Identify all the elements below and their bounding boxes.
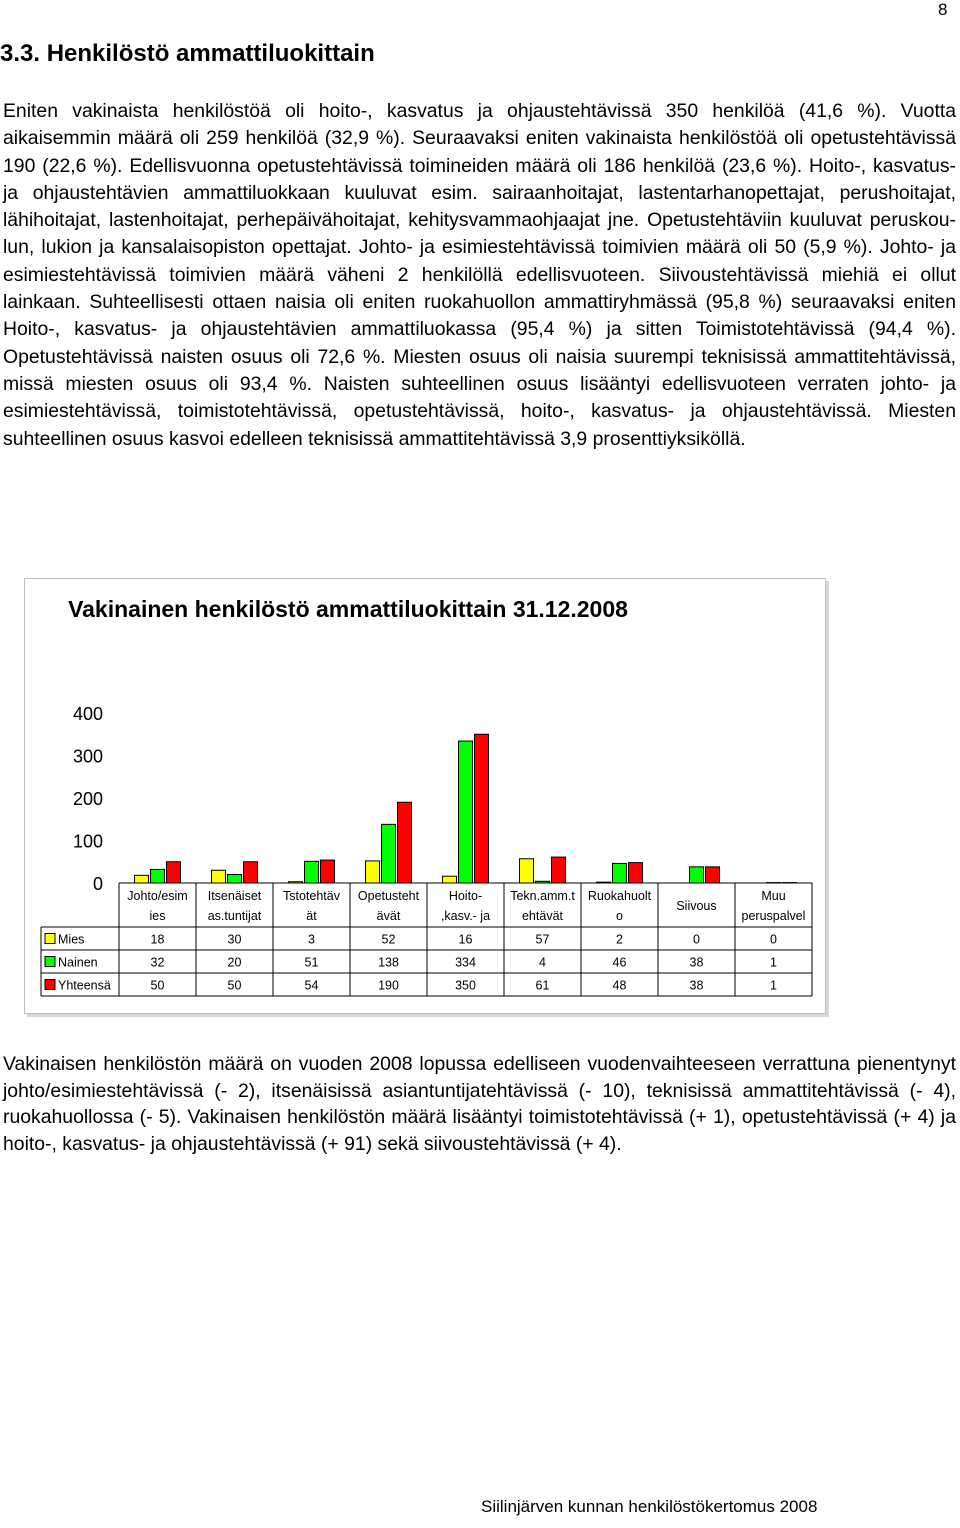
bar bbox=[382, 824, 396, 883]
category-label: Muu bbox=[761, 889, 786, 903]
data-table-value: 57 bbox=[535, 932, 550, 947]
data-table-value: 38 bbox=[689, 978, 704, 993]
chart-title: Vakinainen henkilöstö ammattiluokittain 31.12.2008 bbox=[68, 596, 628, 622]
data-table-value: 190 bbox=[378, 978, 399, 993]
legend-key bbox=[45, 934, 55, 944]
data-table-value: 1 bbox=[770, 955, 777, 970]
data-table-value: 38 bbox=[689, 955, 704, 970]
bar bbox=[459, 741, 473, 883]
category-label: ,kasv.- ja bbox=[440, 909, 491, 923]
data-table-value: 54 bbox=[304, 978, 319, 993]
category-label: ies bbox=[149, 909, 166, 923]
data-table-value: 30 bbox=[227, 932, 242, 947]
category-label: Johto/esim bbox=[127, 889, 188, 903]
section-title: 3.3. Henkilöstö ammattiluokittain bbox=[0, 40, 375, 67]
bar bbox=[212, 870, 226, 883]
data-table-value: 48 bbox=[612, 978, 627, 993]
data-table-value: 16 bbox=[458, 932, 473, 947]
y-tick-label: 300 bbox=[72, 746, 103, 767]
bar bbox=[706, 867, 720, 883]
data-table-value: 32 bbox=[150, 955, 165, 970]
bar bbox=[151, 869, 165, 883]
bar bbox=[520, 859, 534, 883]
data-table-value: 334 bbox=[455, 955, 476, 970]
bar bbox=[135, 875, 149, 883]
bar bbox=[475, 734, 489, 883]
category-label: Tekn.amm.t bbox=[510, 889, 575, 903]
data-table-value: 0 bbox=[693, 932, 700, 947]
data-table-value: 1 bbox=[770, 978, 777, 993]
data-table-value: 20 bbox=[227, 955, 242, 970]
bar bbox=[629, 863, 643, 883]
bar bbox=[398, 802, 412, 883]
data-table-value: 50 bbox=[227, 978, 242, 993]
category-label: ävät bbox=[376, 909, 401, 923]
data-table-value: 50 bbox=[150, 978, 165, 993]
bar bbox=[167, 862, 181, 883]
category-label: Siivous bbox=[676, 899, 717, 913]
page-number: 8 bbox=[938, 0, 948, 19]
data-table-value: 138 bbox=[378, 955, 399, 970]
bar bbox=[228, 875, 242, 884]
data-table-value: 52 bbox=[381, 932, 396, 947]
data-table-value: 61 bbox=[535, 978, 550, 993]
series-label: Yhteensä bbox=[58, 978, 111, 993]
data-table-value: 3 bbox=[308, 932, 315, 947]
category-label: as.tuntijat bbox=[207, 909, 262, 923]
bar bbox=[366, 861, 380, 883]
footer: Siilinjärven kunnan henkilöstökertomus 2008 bbox=[481, 1497, 818, 1516]
data-table-value: 18 bbox=[150, 932, 165, 947]
category-label: Ruokahuolt bbox=[587, 889, 652, 903]
category-label: Opetusteht bbox=[357, 889, 420, 903]
data-table-value: 2 bbox=[616, 932, 623, 947]
category-label: Itsenäiset bbox=[207, 889, 262, 903]
bar bbox=[690, 867, 704, 883]
y-tick-label: 400 bbox=[72, 704, 103, 724]
bar-chart bbox=[25, 579, 825, 1013]
bar bbox=[613, 863, 627, 883]
bar bbox=[443, 876, 457, 883]
legend-key bbox=[45, 957, 55, 967]
category-label: Tstotehtäv bbox=[283, 889, 340, 903]
series-label: Nainen bbox=[58, 955, 98, 970]
bar bbox=[321, 860, 335, 883]
data-table-value: 350 bbox=[455, 978, 476, 993]
y-tick-label: 200 bbox=[72, 789, 103, 809]
category-label: peruspalvel bbox=[741, 909, 806, 923]
bar bbox=[552, 857, 566, 883]
body-paragraph: Eniten vakinaista henkilöstöä oli hoito-, kasvatus ja ohjaustehtävissä 350 henkilöä (41,6 %). Vuotta aikaisemmin määrä oli 259 henkilöä (32,9 %). Seuraavaksi eniten vakinaista henkilöstöä oli opetustehtävissä 190 (22,6 %). Edellisvuonna opetustehtävissä toimineiden määrä oli 186 henkilöä (23,6 %). Hoito-, kasvatus- ja ohjaustehtävien ammattiluokkaan kuuluvat esim. sairaanhoitajat, lastentarhanopettajat, perushoitajat, lähihoitajat, lastenhoitajat, perhepäivähoitajat, kehitysvammaohjaajat jne. Opetustehtäviin kuuluvat peruskoulun, lukion ja kansalaisopiston opettajat. Johto- ja esimiestehtävissä toimivien määrä oli 50 (5,9 %). Johto- ja esimiestehtävissä toimivien määrä väheni 2 henkilöllä edellisvuoteen. Siivoustehtävissä miehiä ei ollut lainkaan. Suhteellisesti ottaen naisia oli eniten ruokahuollon ammattiryhmässä (95,8 %) seuraavaksi eniten Hoito-, kasvatus- ja ohjaustehtävien ammattiluokassa (95,4 %) ja sitten Toimistotehtävissä (94,4 %). Opetustehtävissä naisten osuus oli 72,6 %. Miesten osuus oli naisia suurempi teknisissä ammattitehtävissä, missä miesten osuus oli 93,4 %. Naisten suhteellinen osuus lisääntyi edellisvuoteen verraten johto- ja esimiestehtävissä, toimistotehtävissä, opetustehtävissä, hoito-, kasvatus- ja ohjaustehtävissä. Miesten suhteellinen osuus kasvoi edelleen teknisissä ammattitehtävissä 3,9 prosenttiyksiköllä. bbox=[3, 100, 956, 450]
legend-key bbox=[45, 980, 55, 990]
category-label: o bbox=[616, 909, 623, 923]
data-table-value: 46 bbox=[612, 955, 627, 970]
category-label: ät bbox=[306, 909, 317, 923]
category-label: Hoito- bbox=[448, 889, 483, 903]
data-table-value: 4 bbox=[539, 955, 546, 970]
closing-paragraph: Vakinaisen henkilöstön määrä on vuoden 2008 lopussa edelliseen vuodenvaihteeseen verrattuna pienentynyt johto/esimiestehtävissä (- 2), itsenäisissä asiantuntijatehtävissä (- 10), teknisissä ammattitehtävissä (- 4), ruokahuollossa (- 5). Vakinaisen henkilöstön määrä lisääntyi toimistotehtävissä (+ 1), opetustehtävissä (+ 4) ja hoito-, kasvatus- ja ohjaustehtävissä (+ 91) sekä siivoustehtävissä (+ 4). bbox=[3, 1053, 956, 1155]
chart-frame bbox=[24, 578, 826, 1014]
bar bbox=[244, 862, 258, 883]
data-table-value: 51 bbox=[304, 955, 319, 970]
data-table-value: 0 bbox=[770, 932, 777, 947]
category-label: ehtävät bbox=[521, 909, 564, 923]
bar bbox=[305, 861, 319, 883]
y-tick-label: 0 bbox=[92, 874, 103, 894]
y-tick-label: 100 bbox=[72, 831, 103, 852]
series-label: Mies bbox=[58, 932, 85, 947]
